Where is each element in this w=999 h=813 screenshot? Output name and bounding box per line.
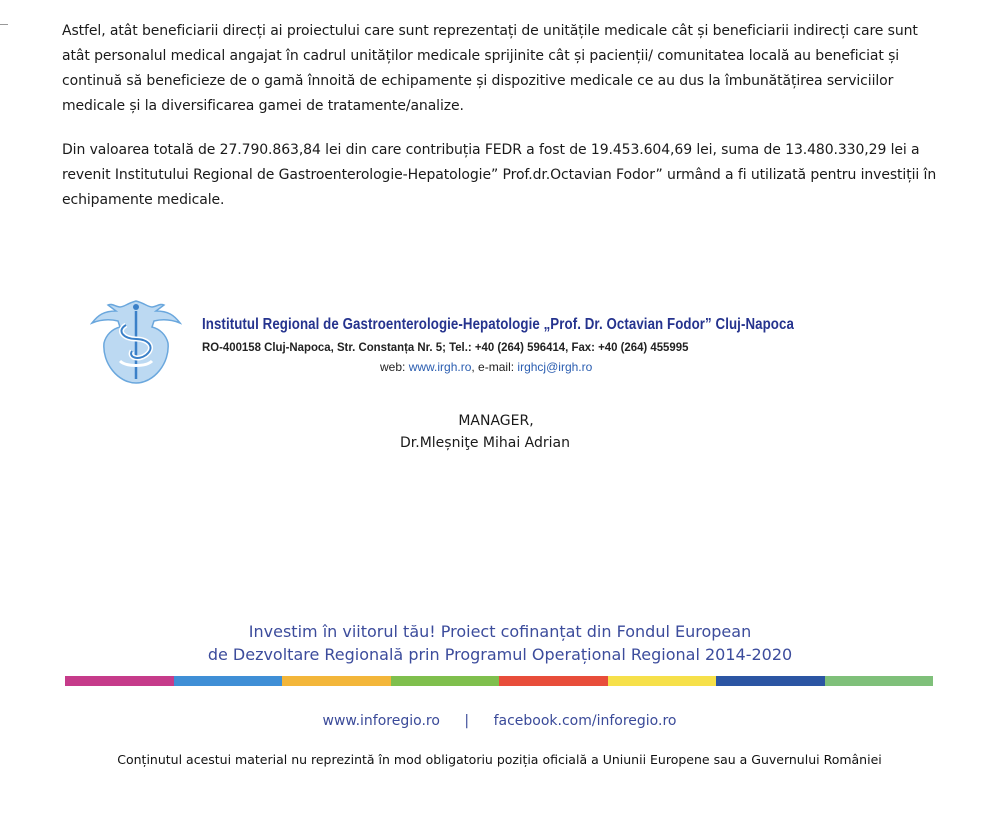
institute-address: RO-400158 Cluj-Napoca, Str. Constanța Nr. 5; Tel.: +40 (264) 596414, Fax: +40 (264) 455995 (202, 340, 689, 354)
regio-color-bar (65, 676, 933, 686)
scan-edge-mark (0, 24, 8, 25)
color-bar-segment (391, 676, 500, 686)
footer-links (0, 713, 999, 729)
regio-slogan (160, 620, 840, 666)
color-bar-segment (499, 676, 608, 686)
manager-name: Dr.Mleșniţe Mihai Adrian (400, 435, 570, 451)
color-bar-segment (608, 676, 717, 686)
color-bar-segment (825, 676, 934, 686)
institute-logo-icon (90, 297, 182, 387)
color-bar-segment (65, 676, 174, 686)
color-bar-segment (282, 676, 391, 686)
eu-disclaimer: Conținutul acestui material nu reprezintă în mod obligatoriu poziția oficială a Uniunii Europene sau a Guvernului României (117, 752, 882, 767)
inforegio-link[interactable]: www.inforegio.ro (322, 713, 440, 729)
institute-name: Institutul Regional de Gastroenterologie-Hepatologie „Prof. Dr. Octavian Fodor” Cluj-Napoca (202, 316, 794, 333)
email-label: , e-mail: (471, 360, 515, 374)
institute-email-link[interactable]: irghcj@irgh.ro (517, 360, 593, 374)
paragraph-funding: Din valoarea totală de 27.790.863,84 lei din care contribuția FEDR a fost de 19.453.604,69 lei, suma de 13.480.330,29 lei a revenit Institutului Regional de Gastroenterologie-Hepatologie” Prof.dr.Octavian Fodor” urmând a fi utilizată pentru investiții în echipamente medicale. (62, 142, 937, 208)
facebook-link[interactable]: facebook.com/inforegio.ro (493, 713, 677, 729)
paragraph-beneficiaries: Astfel, atât beneficiarii direcți ai proiectului care sunt reprezentați de unitățile medicale cât și beneficiarii indirecți care sunt atât personalul medical angajat în cadrul unităților medicale sprijinite cât și pacienții/ comunitatea locală au beneficiat și continuă să beneficieze de o gamă înnoită de echipamente și dispozitive medicale ce au dus la îmbunătățirea serviciilor medicale și la diversificarea gamei de tratamente/analize. (62, 23, 918, 114)
signature-block (400, 410, 570, 454)
color-bar-segment (716, 676, 825, 686)
link-separator: | (464, 713, 470, 729)
institute-contact (380, 360, 592, 374)
color-bar-segment (174, 676, 283, 686)
institute-header (202, 316, 902, 354)
manager-title: MANAGER, (458, 413, 534, 429)
slogan-line-1: Investim în viitorul tău! Proiect cofinanțat din Fondul European (248, 622, 752, 641)
web-label: web: (380, 360, 406, 374)
institute-web-link[interactable]: www.irgh.ro (408, 360, 472, 374)
slogan-line-2: de Dezvoltare Regională prin Programul Operațional Regional 2014-2020 (207, 645, 793, 664)
